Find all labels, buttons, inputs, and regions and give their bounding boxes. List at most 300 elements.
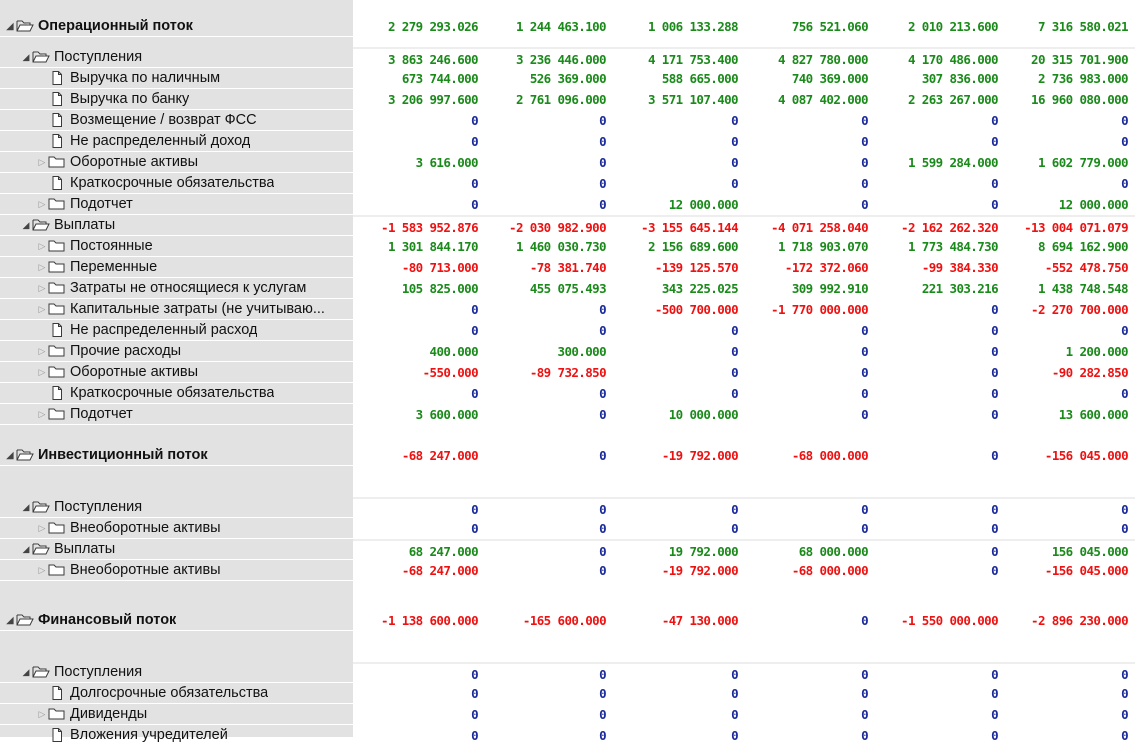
- tree-panel: [0, 0, 353, 743]
- value-cell[interactable]: 0: [1121, 134, 1128, 149]
- value-cell[interactable]: 2 761 096.000: [515, 92, 606, 107]
- tree-row[interactable]: [0, 383, 353, 404]
- value-cell[interactable]: 0: [991, 365, 998, 380]
- value-cell[interactable]: 0: [991, 407, 998, 422]
- grid-row: [353, 110, 1135, 131]
- grid-row: [353, 152, 1135, 173]
- value-cell[interactable]: 4 087 402.000: [777, 92, 868, 107]
- value-cell[interactable]: 0: [471, 134, 478, 149]
- tree-row[interactable]: [0, 320, 353, 341]
- value-cell[interactable]: -165 600.000: [522, 613, 606, 628]
- grid-row: [353, 662, 1135, 683]
- value-cell[interactable]: 0: [1121, 386, 1128, 401]
- value-cell[interactable]: 2 263 267.000: [907, 92, 998, 107]
- value-cell[interactable]: 0: [861, 176, 868, 191]
- value-cell[interactable]: 0: [1121, 323, 1128, 338]
- tree-row-label: Оборотные активы: [70, 364, 199, 380]
- value-cell[interactable]: 1 460 030.730: [515, 239, 606, 254]
- value-cell[interactable]: -2 162 262.320: [901, 220, 998, 235]
- value-cell[interactable]: 0: [731, 365, 738, 380]
- value-cell[interactable]: 0: [471, 176, 478, 191]
- tree-row-label: Подотчет: [70, 196, 133, 212]
- collapse-toggle-icon[interactable]: ▷: [38, 303, 46, 314]
- value-cell[interactable]: -172 372.060: [784, 260, 868, 275]
- value-cell[interactable]: 0: [861, 155, 868, 170]
- grid-row: [353, 341, 1135, 362]
- folder-open-icon: [32, 218, 50, 232]
- value-cell[interactable]: 0: [471, 502, 478, 517]
- value-cell[interactable]: 3 600.000: [415, 407, 478, 422]
- value-cell[interactable]: 2 736 983.000: [1037, 71, 1128, 86]
- value-cell[interactable]: 0: [1121, 113, 1128, 128]
- value-cell[interactable]: 16 960 080.000: [1031, 92, 1128, 107]
- tree-row[interactable]: [0, 610, 353, 631]
- tree-row[interactable]: [0, 131, 353, 152]
- value-cell[interactable]: 19 792.000: [668, 544, 738, 559]
- tree-row-label: Оборотные активы: [70, 154, 199, 170]
- tree-row[interactable]: [0, 725, 353, 746]
- grid-row: [353, 215, 1135, 236]
- folder-open-icon: [16, 613, 34, 627]
- value-cell[interactable]: -99 384.330: [921, 260, 998, 275]
- grid-row: [353, 610, 1135, 631]
- grid-row: [353, 236, 1135, 257]
- value-cell[interactable]: -2 896 230.000: [1031, 613, 1128, 628]
- tree-row[interactable]: [0, 704, 353, 725]
- collapse-toggle-icon[interactable]: ▷: [38, 261, 46, 272]
- tree-row[interactable]: [0, 497, 353, 518]
- value-cell[interactable]: 0: [991, 563, 998, 578]
- value-cell[interactable]: -550.000: [422, 365, 478, 380]
- value-cell[interactable]: 4 827 780.000: [777, 52, 868, 67]
- value-cell[interactable]: -1 138 600.000: [381, 613, 478, 628]
- tree-row-label: Инвестиционный поток: [38, 447, 208, 463]
- folder-open-icon: [32, 50, 50, 64]
- value-cell[interactable]: 0: [471, 686, 478, 701]
- tree-row-label: Краткосрочные обязательства: [70, 385, 275, 401]
- value-cell[interactable]: 1 599 284.000: [907, 155, 998, 170]
- file-icon: [48, 92, 66, 106]
- tree-row-label: Выплаты: [54, 217, 116, 233]
- tree-row[interactable]: [0, 110, 353, 131]
- grid-row: [353, 68, 1135, 89]
- value-cell[interactable]: 2 010 213.600: [907, 19, 998, 34]
- grid-row: [353, 560, 1135, 581]
- value-cell[interactable]: 0: [991, 502, 998, 517]
- grid-row: [353, 704, 1135, 725]
- value-cell[interactable]: 588 665.000: [661, 71, 738, 86]
- value-cell[interactable]: 343 225.025: [661, 281, 738, 296]
- value-cell[interactable]: -89 732.850: [529, 365, 606, 380]
- tree-row[interactable]: [0, 662, 353, 683]
- tree-row[interactable]: [0, 16, 353, 37]
- expand-toggle-icon[interactable]: ◢: [22, 666, 30, 677]
- value-cell[interactable]: 10 000.000: [668, 407, 738, 422]
- value-cell[interactable]: 0: [1121, 728, 1128, 743]
- value-cell[interactable]: 0: [471, 667, 478, 682]
- tree-row[interactable]: [0, 560, 353, 581]
- collapse-toggle-icon[interactable]: ▷: [38, 564, 46, 575]
- tree-row[interactable]: [0, 445, 353, 466]
- grid-row: [353, 320, 1135, 341]
- value-cell[interactable]: -156 045.000: [1044, 563, 1128, 578]
- value-cell[interactable]: -552 478.750: [1044, 260, 1128, 275]
- value-cell[interactable]: 0: [991, 323, 998, 338]
- value-cell[interactable]: 12 000.000: [1058, 197, 1128, 212]
- value-cell[interactable]: 0: [731, 502, 738, 517]
- value-cell[interactable]: 0: [471, 521, 478, 536]
- value-cell[interactable]: 400.000: [429, 344, 478, 359]
- value-cell[interactable]: -19 792.000: [661, 448, 738, 463]
- grid-row: [353, 580, 1135, 601]
- value-cell[interactable]: 0: [599, 686, 606, 701]
- value-cell[interactable]: 105 825.000: [401, 281, 478, 296]
- value-cell[interactable]: 0: [731, 686, 738, 701]
- folder-icon: [48, 197, 66, 211]
- tree-row[interactable]: [0, 152, 353, 173]
- value-cell[interactable]: 309 992.910: [791, 281, 868, 296]
- collapse-toggle-icon[interactable]: ▷: [38, 366, 46, 377]
- value-cell[interactable]: 0: [861, 613, 868, 628]
- value-cell[interactable]: 0: [599, 667, 606, 682]
- file-icon: [48, 323, 66, 337]
- value-cell[interactable]: 1 244 463.100: [515, 19, 606, 34]
- grid-row: [353, 641, 1135, 662]
- tree-row-label: Операционный поток: [38, 18, 193, 34]
- tree-row[interactable]: [0, 518, 353, 539]
- value-cell[interactable]: 0: [861, 707, 868, 722]
- value-cell[interactable]: 0: [599, 728, 606, 743]
- value-cell[interactable]: 0: [861, 134, 868, 149]
- grid-row: [353, 89, 1135, 110]
- grid-row: [353, 725, 1135, 746]
- tree-row-label: Выручка по наличным: [70, 70, 221, 86]
- folder-icon: [48, 521, 66, 535]
- value-cell[interactable]: 2 279 293.026: [387, 19, 478, 34]
- folder-icon: [48, 707, 66, 721]
- value-cell[interactable]: 0: [599, 386, 606, 401]
- value-cell[interactable]: 0: [731, 386, 738, 401]
- value-cell[interactable]: 7 316 580.021: [1037, 19, 1128, 34]
- value-cell[interactable]: 3 616.000: [415, 155, 478, 170]
- file-icon: [48, 176, 66, 190]
- grid-row: [353, 278, 1135, 299]
- value-cell[interactable]: 0: [731, 176, 738, 191]
- file-icon: [48, 113, 66, 127]
- value-cell[interactable]: 0: [731, 134, 738, 149]
- grid-row: [353, 518, 1135, 539]
- value-cell[interactable]: 526 369.000: [529, 71, 606, 86]
- folder-icon: [48, 260, 66, 274]
- value-cell[interactable]: 0: [861, 521, 868, 536]
- value-cell[interactable]: 0: [991, 521, 998, 536]
- value-cell[interactable]: -68 000.000: [791, 448, 868, 463]
- value-cell[interactable]: 0: [731, 155, 738, 170]
- value-cell[interactable]: 0: [471, 323, 478, 338]
- file-icon: [48, 386, 66, 400]
- collapse-toggle-icon[interactable]: ▷: [38, 408, 46, 419]
- folder-icon: [48, 365, 66, 379]
- tree-row[interactable]: [0, 68, 353, 89]
- value-cell[interactable]: -13 004 071.079: [1024, 220, 1128, 235]
- value-cell[interactable]: 0: [731, 323, 738, 338]
- value-cell[interactable]: 756 521.060: [791, 19, 868, 34]
- file-icon: [48, 71, 66, 85]
- tree-row-label: Выплаты: [54, 541, 116, 557]
- grid-row: [353, 131, 1135, 152]
- value-cell[interactable]: 0: [861, 113, 868, 128]
- value-cell[interactable]: 0: [1121, 521, 1128, 536]
- value-cell[interactable]: 740 369.000: [791, 71, 868, 86]
- value-cell[interactable]: 68 000.000: [798, 544, 868, 559]
- value-cell[interactable]: 0: [861, 728, 868, 743]
- value-cell[interactable]: -68 247.000: [401, 563, 478, 578]
- tree-row[interactable]: [0, 257, 353, 278]
- value-cell[interactable]: -80 713.000: [401, 260, 478, 275]
- value-cell[interactable]: 12 000.000: [668, 197, 738, 212]
- value-cell[interactable]: 1 438 748.548: [1037, 281, 1128, 296]
- grid-row: [353, 299, 1135, 320]
- grid-row: [353, 445, 1135, 466]
- value-cell[interactable]: 0: [1121, 707, 1128, 722]
- value-cell[interactable]: -78 381.740: [529, 260, 606, 275]
- collapse-toggle-icon[interactable]: ▷: [38, 282, 46, 293]
- folder-icon: [48, 563, 66, 577]
- expand-toggle-icon[interactable]: ◢: [6, 614, 14, 625]
- expand-toggle-icon[interactable]: ◢: [6, 449, 14, 460]
- tree-row[interactable]: [0, 299, 353, 320]
- tree-row-label: Выручка по банку: [70, 91, 190, 107]
- value-cell[interactable]: 0: [599, 134, 606, 149]
- collapse-toggle-icon[interactable]: ▷: [38, 345, 46, 356]
- tree-row[interactable]: [0, 47, 353, 68]
- tree-row-label: Затраты не относящиеся к услугам: [70, 280, 307, 296]
- value-cell[interactable]: 307 836.000: [921, 71, 998, 86]
- value-cell[interactable]: 0: [599, 176, 606, 191]
- value-cell[interactable]: 0: [599, 521, 606, 536]
- expand-toggle-icon[interactable]: ◢: [22, 543, 30, 554]
- value-cell[interactable]: -47 130.000: [661, 613, 738, 628]
- value-cell[interactable]: 221 303.216: [921, 281, 998, 296]
- value-cell[interactable]: 0: [599, 448, 606, 463]
- value-cell[interactable]: -2 030 982.900: [509, 220, 606, 235]
- value-cell[interactable]: -1 583 952.876: [381, 220, 478, 235]
- grid-row: [353, 257, 1135, 278]
- tree-row-label: Краткосрочные обязательства: [70, 175, 275, 191]
- value-cell[interactable]: 68 247.000: [408, 544, 478, 559]
- value-cell[interactable]: 4 170 486.000: [907, 52, 998, 67]
- expand-toggle-icon[interactable]: ◢: [22, 501, 30, 512]
- value-cell[interactable]: -2 270 700.000: [1031, 302, 1128, 317]
- value-cell[interactable]: 455 075.493: [529, 281, 606, 296]
- file-icon: [48, 686, 66, 700]
- tree-row[interactable]: [0, 341, 353, 362]
- value-cell[interactable]: 20 315 701.900: [1031, 52, 1128, 67]
- collapse-toggle-icon[interactable]: ▷: [38, 198, 46, 209]
- value-cell[interactable]: 0: [861, 502, 868, 517]
- value-cell[interactable]: 0: [991, 344, 998, 359]
- value-cell[interactable]: 0: [991, 134, 998, 149]
- tree-row-label: Поступления: [54, 49, 143, 65]
- value-cell[interactable]: 0: [731, 521, 738, 536]
- tree-row[interactable]: [0, 404, 353, 425]
- folder-open-icon: [32, 665, 50, 679]
- value-cell[interactable]: -1 770 000.000: [771, 302, 868, 317]
- grid-row: [353, 683, 1135, 704]
- value-cell[interactable]: 1 718 903.070: [777, 239, 868, 254]
- value-cell[interactable]: 0: [731, 707, 738, 722]
- value-cell[interactable]: 0: [991, 544, 998, 559]
- value-cell[interactable]: 0: [861, 344, 868, 359]
- tree-row[interactable]: [0, 362, 353, 383]
- value-cell[interactable]: 0: [471, 707, 478, 722]
- value-cell[interactable]: 0: [1121, 176, 1128, 191]
- value-cell[interactable]: 0: [991, 667, 998, 682]
- value-cell[interactable]: 0: [991, 448, 998, 463]
- value-cell[interactable]: 0: [991, 707, 998, 722]
- file-icon: [48, 134, 66, 148]
- value-cell[interactable]: 8 694 162.900: [1037, 239, 1128, 254]
- value-cell[interactable]: 0: [1121, 667, 1128, 682]
- grid-row: [353, 194, 1135, 215]
- value-cell[interactable]: 0: [471, 197, 478, 212]
- value-cell[interactable]: 3 863 246.600: [387, 52, 478, 67]
- value-cell[interactable]: -500 700.000: [654, 302, 738, 317]
- tree-row[interactable]: [0, 173, 353, 194]
- value-cell[interactable]: 3 206 997.600: [387, 92, 478, 107]
- value-cell[interactable]: -68 000.000: [791, 563, 868, 578]
- value-cell[interactable]: 1 301 844.170: [387, 239, 478, 254]
- value-cell[interactable]: 0: [1121, 502, 1128, 517]
- tree-row-label: Дивиденды: [70, 706, 148, 722]
- value-cell[interactable]: 0: [991, 686, 998, 701]
- expand-toggle-icon[interactable]: ◢: [6, 20, 14, 31]
- tree-row[interactable]: [0, 278, 353, 299]
- value-cell[interactable]: 0: [731, 344, 738, 359]
- value-cell[interactable]: 0: [861, 667, 868, 682]
- value-cell[interactable]: 0: [471, 302, 478, 317]
- value-cell[interactable]: 673 744.000: [401, 71, 478, 86]
- tree-row[interactable]: [0, 236, 353, 257]
- value-cell[interactable]: 4 171 753.400: [647, 52, 738, 67]
- value-cell[interactable]: -3 155 645.144: [641, 220, 738, 235]
- tree-row[interactable]: [0, 683, 353, 704]
- value-cell[interactable]: 0: [599, 563, 606, 578]
- tree-row-label: Не распределенный расход: [70, 322, 258, 338]
- value-cell[interactable]: 0: [599, 323, 606, 338]
- grid-row: [353, 497, 1135, 518]
- tree-row-label: Вложения учредителей: [70, 727, 228, 743]
- value-cell[interactable]: 0: [599, 155, 606, 170]
- folder-icon: [48, 407, 66, 421]
- expand-toggle-icon[interactable]: ◢: [22, 51, 30, 62]
- value-cell[interactable]: 0: [599, 302, 606, 317]
- value-cell[interactable]: 0: [599, 502, 606, 517]
- value-cell[interactable]: 0: [471, 386, 478, 401]
- tree-row-label: Внеоборотные активы: [70, 562, 221, 578]
- value-cell[interactable]: 0: [861, 197, 868, 212]
- tree-row-label: Не распределенный доход: [70, 133, 251, 149]
- value-cell[interactable]: 0: [991, 113, 998, 128]
- grid-row: [353, 476, 1135, 497]
- value-cell[interactable]: 0: [991, 728, 998, 743]
- grid-row: [353, 539, 1135, 560]
- value-cell[interactable]: 0: [731, 113, 738, 128]
- value-cell[interactable]: 0: [861, 386, 868, 401]
- value-cell[interactable]: 3 571 107.400: [647, 92, 738, 107]
- value-cell[interactable]: 1 200.000: [1065, 344, 1128, 359]
- value-cell[interactable]: 0: [1121, 686, 1128, 701]
- value-cell[interactable]: 13 600.000: [1058, 407, 1128, 422]
- value-cell[interactable]: 0: [731, 728, 738, 743]
- value-cell[interactable]: 0: [991, 176, 998, 191]
- value-cell[interactable]: 0: [991, 197, 998, 212]
- value-cell[interactable]: 0: [471, 728, 478, 743]
- value-cell[interactable]: 3 236 446.000: [515, 52, 606, 67]
- value-cell[interactable]: 0: [471, 113, 478, 128]
- folder-open-icon: [32, 500, 50, 514]
- value-cell[interactable]: -19 792.000: [661, 563, 738, 578]
- value-cell[interactable]: 1 006 133.288: [647, 19, 738, 34]
- value-cell[interactable]: -156 045.000: [1044, 448, 1128, 463]
- tree-row[interactable]: [0, 539, 353, 560]
- value-cell[interactable]: 1 602 779.000: [1037, 155, 1128, 170]
- expand-toggle-icon[interactable]: ◢: [22, 219, 30, 230]
- grid-row: [353, 173, 1135, 194]
- value-cell[interactable]: 0: [861, 323, 868, 338]
- tree-row[interactable]: [0, 194, 353, 215]
- value-cell[interactable]: 300.000: [557, 344, 606, 359]
- value-cell[interactable]: 0: [731, 667, 738, 682]
- collapse-toggle-icon[interactable]: ▷: [38, 240, 46, 251]
- folder-open-icon: [32, 542, 50, 556]
- collapse-toggle-icon[interactable]: ▷: [38, 522, 46, 533]
- value-cell[interactable]: 0: [599, 407, 606, 422]
- value-cell[interactable]: -139 125.570: [654, 260, 738, 275]
- grid-row: [353, 362, 1135, 383]
- folder-icon: [48, 155, 66, 169]
- value-cell[interactable]: -90 282.850: [1051, 365, 1128, 380]
- value-cell[interactable]: -1 550 000.000: [901, 613, 998, 628]
- grid-row: [353, 16, 1135, 37]
- value-cell[interactable]: 0: [991, 302, 998, 317]
- tree-row-label: Финансовый поток: [38, 612, 177, 628]
- tree-row-label: Подотчет: [70, 406, 133, 422]
- value-cell[interactable]: 0: [599, 113, 606, 128]
- folder-icon: [48, 239, 66, 253]
- value-cell[interactable]: 0: [599, 707, 606, 722]
- value-cell[interactable]: 0: [599, 197, 606, 212]
- value-cell[interactable]: 156 045.000: [1051, 544, 1128, 559]
- value-cell[interactable]: -4 071 258.040: [771, 220, 868, 235]
- value-cell[interactable]: 1 773 484.730: [907, 239, 998, 254]
- tree-row[interactable]: [0, 215, 353, 236]
- value-cell[interactable]: 0: [861, 686, 868, 701]
- value-cell[interactable]: 0: [599, 544, 606, 559]
- value-cell[interactable]: 0: [861, 407, 868, 422]
- folder-open-icon: [16, 448, 34, 462]
- value-cell[interactable]: 2 156 689.600: [647, 239, 738, 254]
- tree-row[interactable]: [0, 89, 353, 110]
- value-cell[interactable]: 0: [991, 386, 998, 401]
- value-cell[interactable]: 0: [861, 365, 868, 380]
- grid-row: [353, 383, 1135, 404]
- collapse-toggle-icon[interactable]: ▷: [38, 156, 46, 167]
- tree-row-label: Капитальные затраты (не учитываю...: [70, 301, 325, 317]
- value-cell[interactable]: -68 247.000: [401, 448, 478, 463]
- tree-row-label: Внеоборотные активы: [70, 520, 221, 536]
- collapse-toggle-icon[interactable]: ▷: [38, 708, 46, 719]
